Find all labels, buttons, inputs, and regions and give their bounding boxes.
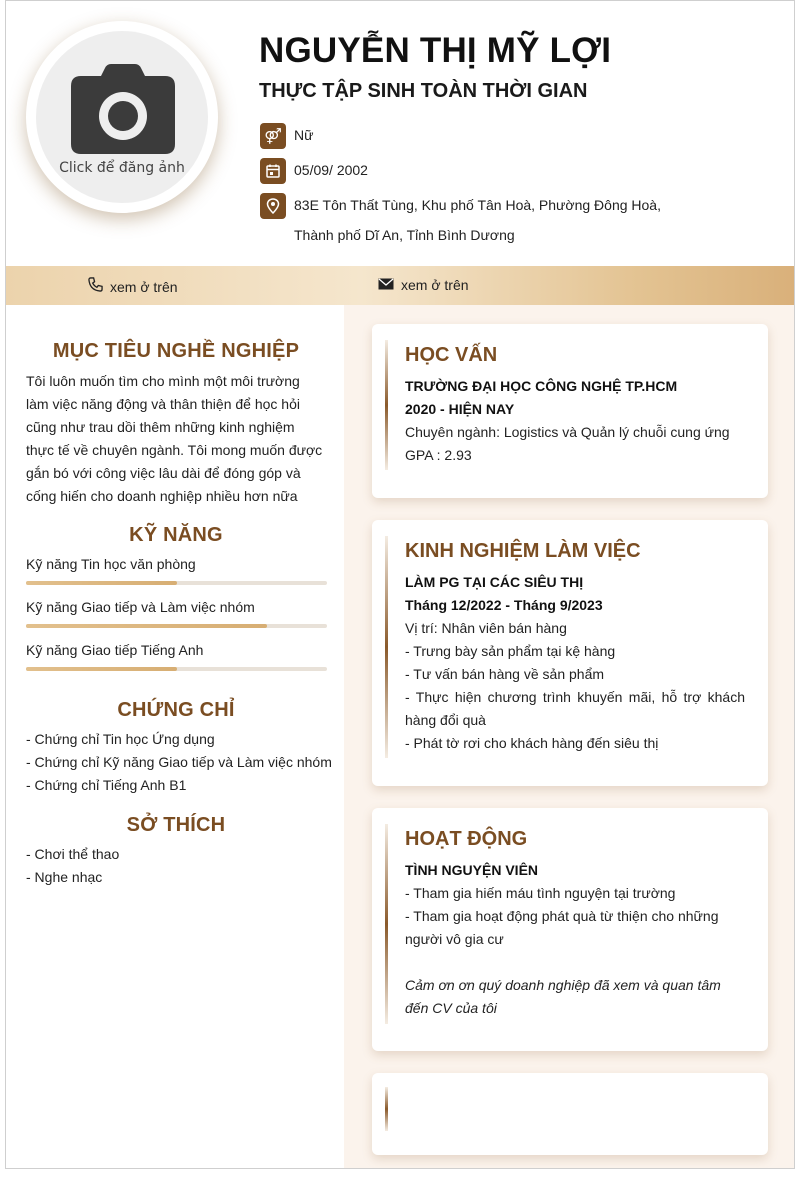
experience-card	[372, 520, 768, 786]
avatar-caption: Click để đăng ảnh	[59, 160, 185, 176]
objective-text: Tôi luôn muốn tìm cho mình một môi trường làm việc năng động và thân thiện để học hỏi cũng như trau dồi thêm những kinh nghiệm thực tế về chuyên ngành. Tôi mong muốn được gắn bó với công việc lâu dài để đóng góp và cống hiến cho doanh nghiệp nhiều hơn nữa	[26, 373, 323, 504]
school-name: TRƯỜNG ĐẠI HỌC CÔNG NGHỆ TP.HCM	[405, 378, 678, 394]
certificate-item: - Chứng chỉ Kỹ năng Giao tiếp và Làm việc nhóm	[26, 754, 332, 770]
education-title: HỌC VẤN	[405, 344, 498, 366]
skill-bar-teamwork	[26, 624, 327, 628]
skill-label: Kỹ năng Tin học văn phòng	[26, 556, 196, 572]
hobby-item: - Nghe nhạc	[26, 869, 103, 885]
card-accent-line	[385, 340, 388, 470]
skill-fill	[26, 581, 177, 585]
job-title: THỰC TẬP SINH TOÀN THỜI GIAN	[259, 80, 588, 102]
job-duty: - Phát tờ rơi cho khách hàng đến siêu thị	[405, 735, 659, 751]
closing-note: Cảm ơn ơn quý doanh nghiệp đã xem và quan tâm đến CV của tôi	[405, 977, 721, 1016]
education-card	[372, 324, 768, 498]
education-period: 2020 - HIỆN NAY	[405, 401, 515, 417]
phone-icon	[86, 277, 104, 295]
gender-icon: ⚤	[260, 123, 286, 149]
candidate-name: NGUYỄN THỊ MỸ LỢI	[259, 31, 612, 70]
hobbies-title: SỞ THÍCH	[126, 814, 226, 836]
skill-bar-office	[26, 581, 327, 585]
cv-page	[5, 0, 795, 1169]
job-name: LÀM PG TẠI CÁC SIÊU THỊ	[405, 574, 584, 590]
email-value: xem ở trên	[401, 277, 469, 293]
certificate-item: - Chứng chỉ Tin học Ứng dụng	[26, 731, 215, 747]
education-gpa: GPA : 2.93	[405, 447, 472, 463]
mail-icon	[377, 277, 395, 293]
card-accent-line	[385, 824, 388, 1024]
activities-card	[372, 808, 768, 1051]
job-duty: - Trưng bày sản phẩm tại kệ hàng	[405, 643, 616, 659]
job-role: Vị trí: Nhân viên bán hàng	[405, 620, 567, 636]
education-major: Chuyên ngành: Logistics và Quản lý chuỗi cung ứng	[405, 424, 730, 440]
skill-label: Kỹ năng Giao tiếp Tiếng Anh	[26, 642, 204, 658]
contact-bar	[6, 266, 795, 305]
card-accent-line	[385, 536, 388, 758]
skills-title: KỸ NĂNG	[129, 524, 223, 546]
hobby-item: - Chơi thể thao	[26, 846, 120, 862]
email-contact[interactable]	[377, 277, 469, 293]
location-pin-icon	[260, 193, 286, 219]
address-value: 83E Tôn Thất Tùng, Khu phố Tân Hoà, Phường Đông Hoà, Thành phố Dĩ An, Tỉnh Bình Dương	[294, 197, 661, 243]
job-duty: - Tư vấn bán hàng về sản phẩm	[405, 666, 605, 682]
calendar-icon	[260, 158, 286, 184]
gender-value: Nữ	[294, 127, 314, 143]
skill-bar-english	[26, 667, 327, 671]
activities-title: HOẠT ĐỘNG	[405, 828, 528, 850]
phone-contact[interactable]	[86, 277, 178, 295]
phone-value: xem ở trên	[110, 279, 178, 295]
activity-item: - Tham gia hiến máu tình nguyện tại trường	[405, 885, 676, 901]
job-period: Tháng 12/2022 - Tháng 9/2023	[405, 597, 603, 613]
certificates-title: CHỨNG CHỈ	[117, 699, 235, 721]
certificate-item: - Chứng chỉ Tiếng Anh B1	[26, 777, 187, 793]
activity-name: TÌNH NGUYỆN VIÊN	[405, 862, 539, 878]
birthday-value: 05/09/ 2002	[294, 162, 368, 178]
skill-label: Kỹ năng Giao tiếp và Làm việc nhóm	[26, 599, 255, 615]
camera-icon	[71, 64, 175, 154]
skill-fill	[26, 667, 177, 671]
activity-item: - Tham gia hoạt động phát quà từ thiện cho những người vô gia cư	[405, 908, 719, 947]
right-column	[344, 305, 795, 1169]
avatar-frame	[26, 21, 218, 213]
job-duty: - Thực hiện chương trình khuyến mãi, hỗ trợ khách hàng đổi quà	[405, 689, 745, 728]
avatar-upload[interactable]	[36, 31, 208, 203]
card-accent-line	[385, 1087, 388, 1131]
objective-title: MỤC TIÊU NGHỀ NGHIỆP	[52, 340, 300, 362]
skill-fill	[26, 624, 267, 628]
experience-title: KINH NGHIỆM LÀM VIỆC	[405, 540, 641, 562]
left-column	[6, 305, 344, 1169]
empty-card	[372, 1073, 768, 1155]
